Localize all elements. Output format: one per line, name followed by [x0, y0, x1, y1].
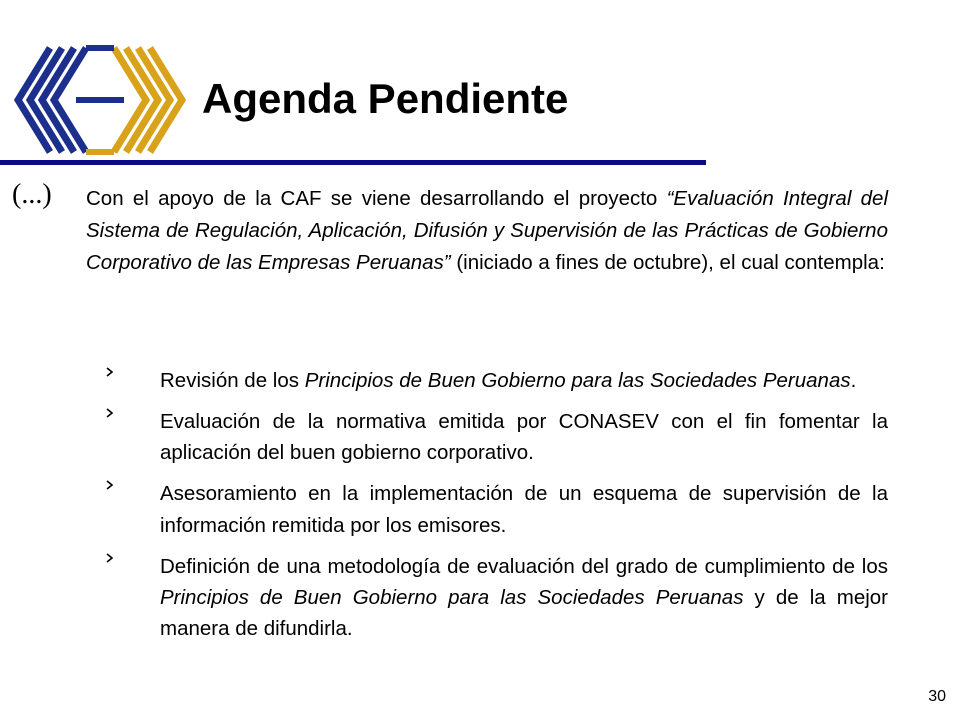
arrow-bullet-icon: [106, 408, 114, 418]
continuation-marker: (...): [12, 179, 52, 210]
arrow-bullet-icon: [106, 553, 114, 563]
list-item: [100, 478, 888, 540]
bullet-text-start: Definición de una metodología de evaluación del grado de cumplimiento de los: [160, 554, 888, 578]
bullet-text-end: .: [850, 369, 857, 392]
bullet-text-start: Evaluación de la normativa emitida por CONASEV con el fin fomentar la aplicación del buen gobierno corporativo.: [160, 410, 888, 465]
bullet-text-start: Asesoramiento en la implementación de un esquema de supervisión de la información remitida por los emisores.: [160, 482, 888, 537]
list-item: [100, 365, 888, 396]
intro-text-end: (iniciado a fines de octubre), el cual contempla:: [450, 251, 885, 275]
intro-paragraph: [86, 183, 888, 280]
project-name: “Evaluación Integral del Sistema de Regulación, Aplicación, Difusión y Supervisión de las Prácticas de Gobierno Corporativo de las Empresas Peruanas”: [86, 187, 888, 275]
bullet-italic: Principios de Buen Gobierno para las Sociedades Peruanas: [160, 585, 744, 609]
organization-logo: [14, 40, 186, 160]
bullet-list: [100, 365, 888, 644]
list-item: [100, 551, 888, 644]
intro-text-start: Con el apoyo de la CAF se viene desarrollando el proyecto: [86, 187, 667, 210]
title-underline: [0, 160, 706, 165]
slide-title: Agenda Pendiente: [202, 75, 569, 122]
bullet-italic: Principios de Buen Gobierno para las Sociedades Peruanas: [304, 369, 851, 392]
bullet-text-end: y de la mejor manera de difundirla.: [160, 585, 888, 641]
arrow-bullet-icon: [106, 480, 114, 490]
bullet-text-start: Revisión de los: [160, 369, 305, 392]
list-item: [100, 406, 888, 468]
arrow-bullet-icon: [106, 367, 114, 377]
page-number: 30: [928, 688, 946, 705]
